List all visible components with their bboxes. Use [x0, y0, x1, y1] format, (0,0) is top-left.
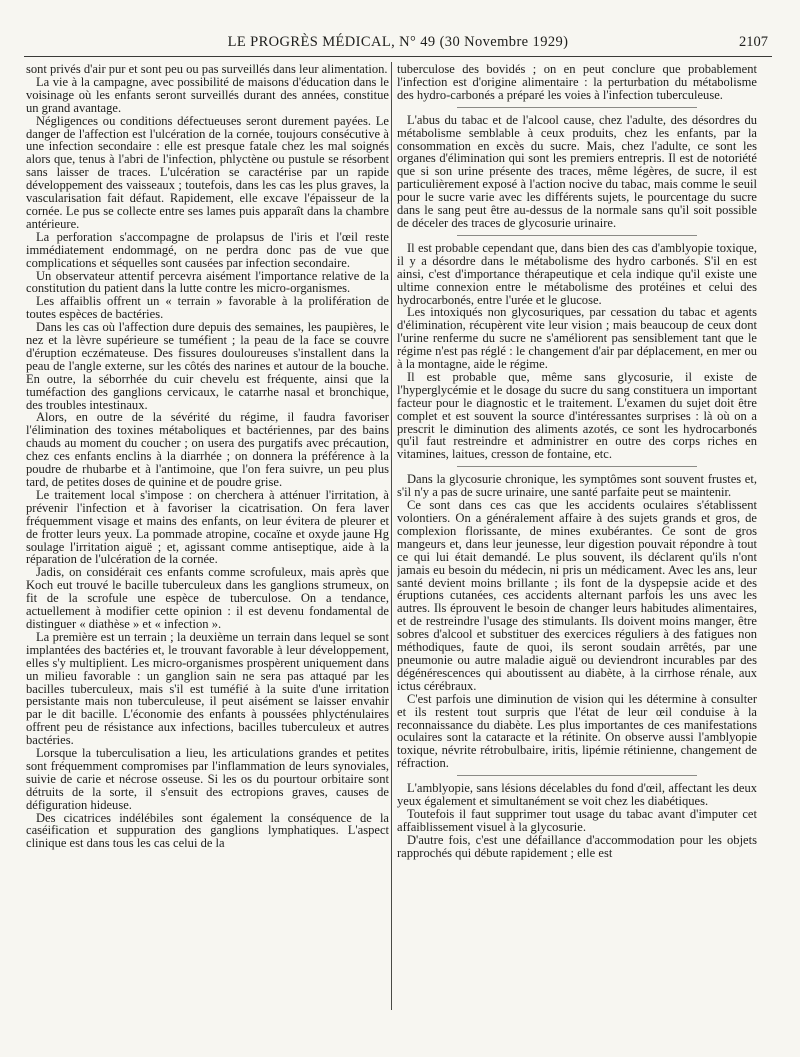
paragraph: Jadis, on considérait ces enfants comme scrofuleux, mais après que Koch eut trouvé le bacille tuberculeux dans les ganglions strumeux, on fit de la scrofule une espèce de tuberculose. On a tendance, actuellement à modifier cette opinion : il est devenu fondamental de distinguer « diathèse » et « infection ».: [26, 565, 389, 631]
paragraph: tuberculose des bovidés ; on en peut conclure que probablement l'infection est d'origine alimentaire : la perturbation du métabolisme des hydro-carbonés a préparé les voies à l'infection tuberculeuse.: [397, 63, 757, 102]
paragraph: Dans les cas où l'affection dure depuis des semaines, les paupières, le nez et la lèvre supérieure se tuméfient ; la peau de la face se couvre d'éruption eczémateuse. Des fissures douloureuses s'installent dans la peau de l'angle externe, sur les côtés des narines et autour de la bouche. En outre, la séborrhée du cuir chevelu est fréquente, ainsi que la tuméfaction des ganglions cervicaux, le catarrhe nasal et bronchique, des troubles intestinaux.: [26, 320, 389, 412]
paragraph: D'autre fois, c'est une défaillance d'accommodation pour les objets rapprochés qui débute rapidement ; elle est: [397, 832, 757, 860]
header-rule: [24, 56, 772, 57]
paragraph: Négligences ou conditions défectueuses seront durement payées. Le danger de l'affection est l'ulcération de la cornée, toujours consécutive à une infection secondaire : elle est presque fatale chez les mal soignés alors que, tenus à l'abri de l'infection, phlyctène ou pustule se résorbent sans laisser de traces. L'ulcération se caractérise par un rapide développement des vaisseaux ; toutefois, dans les cas les plus graves, la vascularisation fait défaut. Rapidement, elle excave l'épaisseur de la cornée. Le pus se collecte entre ses lames puis apparaît dans la chambre antérieure.: [26, 113, 389, 231]
paragraph: Les affaiblis offrent un « terrain » favorable à la prolifération de toutes espèces de bactéries.: [26, 294, 389, 322]
paragraph: C'est parfois une diminution de vision qui les détermine à consulter et ils restent tout surpris que l'état de leur œil conduise à la reconnaissance du diabète. Les plus importantes de ces manifestations oculaires sont la cataracte et la rétinite. On observe aussi l'amblyopie toxique, névrite rétrobulbaire, iritis, lipémie rétinienne, changement de réfraction.: [397, 691, 757, 771]
paragraph: Il est probable cependant que, dans bien des cas d'amblyopie toxique, il y a désordre dans le métabolisme des hydro carbonés. S'il en est ainsi, c'est d'importance thérapeutique et cela indique qu'il existe une ultime connexion entre le métabolisme des protéines et celui des hydrocarbonés, entre l'urée et le glucose.: [397, 240, 757, 307]
paragraph: L'amblyopie, sans lésions décelables du fond d'œil, affectant les deux yeux également et simultanément se voit chez les diabétiques.: [397, 781, 757, 809]
journal-title: LE PROGRÈS MÉDICAL, N° 49 (30 Novembre 1929): [227, 34, 569, 50]
paragraph: Ce sont dans ces cas que les accidents oculaires s'établissent volontiers. On a généralement affaire à des sujets grands et gros, de complexion florissante, de mines exubérantes. Ce sont de gros mangeurs et, dans leur jeunesse, leur digestion pouvait répondre à tout ce qui lui était demandé. Le plus souvent, ils déclarent qu'ils n'ont jamais eu besoin du médecin, ni pris un médicament. Avec les ans, leur santé devient moins brillante ; ils font de la dyspepsie acide et des éruptions cutanées, ces accidents alternant parfois les uns avec les autres. Ils éprouvent le besoin de changer leurs habitudes alimentaires, et de restreindre l'usage des stimulants. Ils doivent moins manger, être sobres d'alcool et substituer des exercices réguliers à des fatigues non méthodiques, faute de quoi, ils seront soudain arrêtés, par une pneumonie ou autre maladie aiguë ou deviendront incurables par des dégénérescences qui aboutissent au diabète, à la cirrhose rénale, aux ictus cérébraux.: [397, 498, 757, 693]
paragraph: L'abus du tabac et de l'alcool cause, chez l'adulte, des désordres du métabolisme semblable à ceux produits, chez les enfants, par la consommation en excès du sucre. Mais, chez l'adulte, ce sont les organes d'élimination qui sont les premiers entrepris. Il est de notoriété que si son urine présente des traces, même légères, de sucre, il est particulièrement exposé à l'action nocive du tabac, mais comme le seuil pour le sucre varie avec les différents sujets, le pourcentage du sucre dans le sang peut être au-dessus de la normale sans qu'il soit possible de déceler des traces de glycosurie urinaire.: [397, 112, 757, 230]
paragraph: Les intoxiqués non glycosuriques, par cessation du tabac et agents d'élimination, récupèrent vite leur vision ; mais beaucoup de ceux dont l'urine renferme du sucre ne s'améliorent pas sensiblement tant que le régime n'est pas réglé : le changement d'air par déplacement, en mer ou à la montagne, aide le régime.: [397, 305, 757, 372]
column-separator: [391, 62, 392, 1010]
paragraph: Des cicatrices indélébiles sont également la conséquence de la caséification et suppuration des ganglions lymphatiques. L'aspect clinique est dans tous les cas celui de la: [26, 810, 389, 851]
paragraph: La perforation s'accompagne de prolapsus de l'iris et l'œil reste immédiatement endommagé, on ne perdra donc pas de vue que complications et séquelles sont causées par infection secondaire.: [26, 229, 389, 270]
paragraph: Il est probable que, même sans glycosurie, il existe de l'hyperglycémie et le dosage du sucre du sang constituera un important facteur pour le diagnostic et le traitement. L'examen du sujet doit être complet et est souvent la source d'intéressantes surprises : là où on a prescrit le diminution des aliments azotés, ce sont les hydrocarbonés qu'il faut restreindre et administrer en outre des corps riches en vitamines, laitues, cresson de fontaine, etc.: [397, 369, 757, 462]
paragraph: Toutefois il faut supprimer tout usage du tabac avant d'imputer cet affaiblissement visuel à la glycosurie.: [397, 806, 757, 834]
section-divider: [457, 466, 697, 467]
page-number: 2107: [739, 34, 768, 50]
left-column: [26, 63, 389, 1011]
paragraph: La première est un terrain ; la deuxième un terrain dans lequel se sont implantées des bactéries et, le trouvant favorable à leur développement, elles s'y multiplient. Les micro-organismes prospèrent uniquement dans un milieu favorable : un ganglion sain ne sera pas attaqué par les bacilles tuberculeux, mais s'il est tuméfié à la suite d'une irritation persistante mais non tuberculeuse, il peut aisément se laisser envahir par le dit bacille. L'économie des enfants à poussées phlycténulaires offrent peu de résistance aux infections, bacilles tuberculeux et autres bactéries.: [26, 629, 389, 748]
paragraph: Dans la glycosurie chronique, les symptômes sont souvent frustes et, s'il n'y a pas de sucre urinaire, une santé parfaite peut se maintenir.: [397, 472, 757, 500]
section-divider: [457, 235, 697, 236]
running-header: [24, 34, 772, 52]
paragraph: La vie à la campagne, avec possibilité de maisons d'éducation dans le voisinage où les enfants seront surveillés durant des années, constitue un grand avantage.: [26, 74, 389, 115]
section-divider: [457, 775, 697, 776]
paragraph: Le traitement local s'impose : on cherchera à atténuer l'irritation, à prévenir l'infection et à favoriser la cicatrisation. On fera laver fréquemment visage et mains des enfants, on leur évitera de pleurer et de frotter leurs yeux. La pommade atropine, cocaïne et oxyde jaune Hg soulage l'irritation aiguë ; et, agissant comme antiseptique, aide à la réparation de l'ulcération de la cornée.: [26, 487, 389, 567]
paragraph: sont privés d'air pur et sont peu ou pas surveillés dans leur alimentation.: [26, 63, 388, 76]
right-column: [397, 63, 757, 1011]
paragraph: Lorsque la tuberculisation a lieu, les articulations grandes et petites sont fréquemment compromises par l'inflammation de leurs synoviales, suivie de carie et nécrose osseuse. Si les os du pourtour orbitaire sont détruits de la sorte, il s'ensuit des ectropions graves, causes de défiguration hideuse.: [26, 746, 389, 812]
section-divider: [457, 107, 697, 108]
paragraph: Un observateur attentif percevra aisément l'importance relative de la constitution du patient dans la lutte contre les micro-organismes.: [26, 268, 389, 296]
paragraph: Alors, en outre de la sévérité du régime, il faudra favoriser l'élimination des toxines métaboliques et bactériennes, par des bains chauds au moment du coucher ; on usera des purgatifs avec précaution, chez ces enfants enclins à la diarrhée ; on donnera la préférence à la poudre de rhubarbe et à l'antimoine, que l'on fera suivre, un peu plus tard, de petites doses de quinine et de poudre grise.: [26, 410, 389, 489]
